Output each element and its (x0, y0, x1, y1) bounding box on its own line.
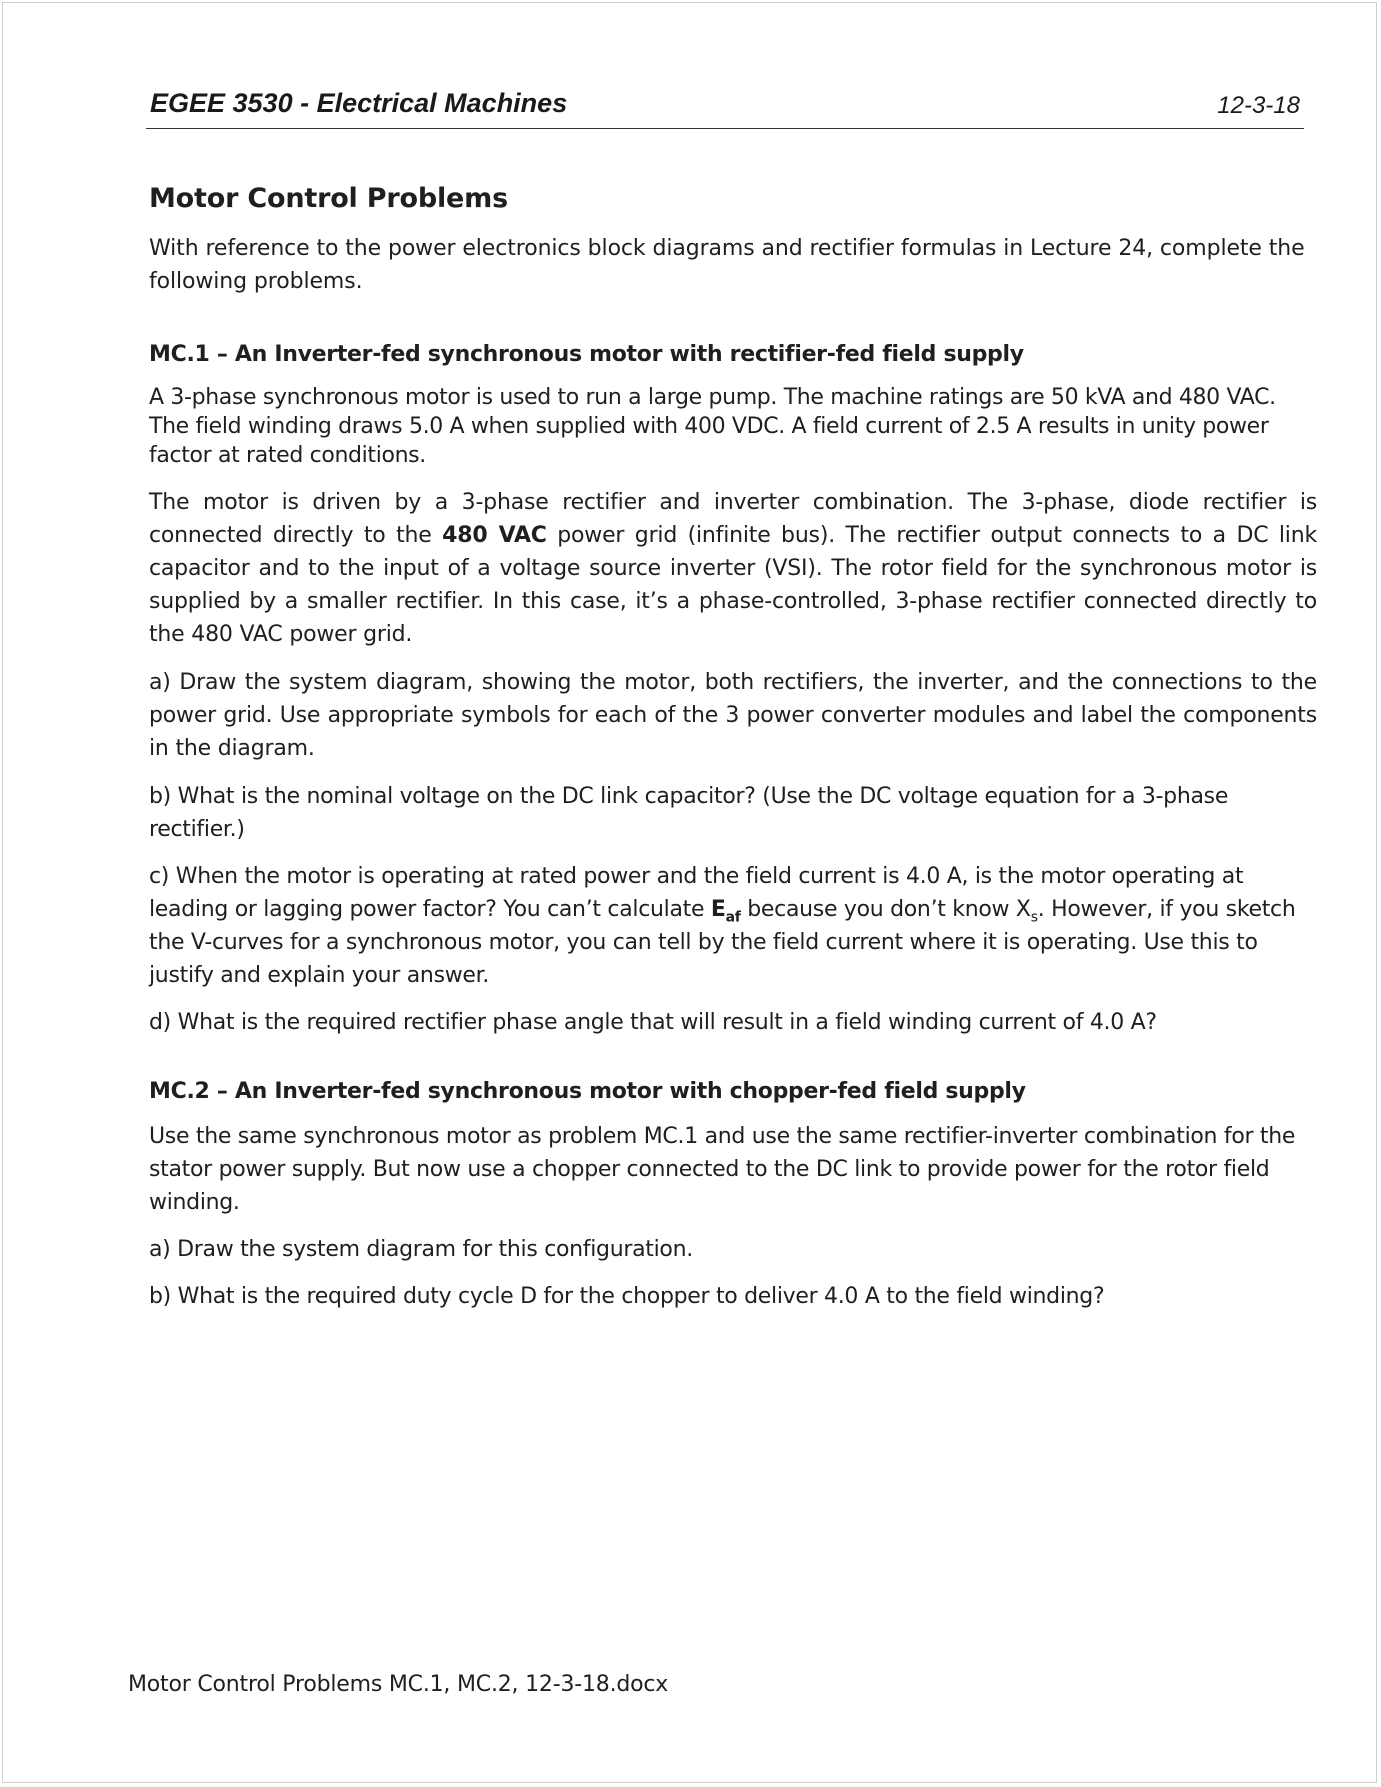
page-header (146, 86, 1304, 129)
mc1-ratings-paragraph: A 3-phase synchronous motor is used to run a large pump. The machine ratings are 50 kVA and 480 VAC. The field winding draws 5.0 A when supplied with 400 VDC. A field current of 2.5 A results in unity power factor at rated conditions. (149, 385, 1276, 468)
mc1-drive-text-1: The motor is driven by a 3-phase rectifier and inverter combination. The 3-phase, diode rectifier is connected directly to the (149, 490, 1317, 548)
mc2-question-b: b) What is the required duty cycle D for the chopper to deliver 4.0 A to the field winding? (149, 1284, 1105, 1309)
mc1-drive-text-2: power grid (infinite bus). The rectifier output connects to a DC link capacitor and to the input of a voltage source inverter (VSI). The rotor field for the synchronous motor is supplied by a smaller rectifier. In this case, it’s a phase-controlled, 3-phase rectifier connected directly to the 480 VAC power grid. (149, 523, 1317, 647)
intro-paragraph: With reference to the power electronics block diagrams and rectifier formulas in Lecture 24, complete the following problems. (149, 236, 1305, 294)
document-title: Motor Control Problems (149, 183, 508, 214)
mc1-qc-text-2: because you don’t know X (740, 897, 1031, 922)
mc1-question-b: b) What is the nominal voltage on the DC link capacitor? (Use the DC voltage equation for a 3-phase rectifier.) (149, 784, 1229, 842)
eaf-symbol (710, 897, 741, 926)
footer-filename: Motor Control Problems MC.1, MC.2, 12-3-18.docx (128, 1672, 669, 1697)
mc1-qc-text-1: c) When the motor is operating at rated power and the field current is 4.0 A, is the motor operating at leading or lagging power factor? You can’t calculate (149, 864, 1244, 922)
mc1-question-d: d) What is the required rectifier phase angle that will result in a field winding current of 4.0 A? (149, 1010, 1157, 1035)
mc1-qc-text-3: . However, if you sketch the V-curves for a synchronous motor, you can tell by the field current where it is operating. Use this to justify and explain your answer. (149, 897, 1296, 988)
mc2-question-a: a) Draw the system diagram for this configuration. (149, 1237, 693, 1262)
xs-subscript: s (1030, 909, 1038, 926)
mc1-grid-voltage: 480 VAC (442, 523, 547, 548)
mc1-question-c (149, 860, 1317, 992)
course-title: EGEE 3530 - Electrical Machines (150, 88, 568, 118)
mc1-drive-paragraph (149, 486, 1317, 651)
mc2-heading: MC.2 – An Inverter-fed synchronous motor with chopper-fed field supply (149, 1079, 1026, 1104)
eaf-subscript: af (725, 909, 741, 926)
document-body (149, 180, 1317, 1327)
mc2-paragraph: Use the same synchronous motor as problem MC.1 and use the same rectifier-inverter combination for the stator power supply. But now use a chopper connected to the DC link to provide power for the rotor field winding. (149, 1124, 1296, 1215)
mc1-heading: MC.1 – An Inverter-fed synchronous motor with rectifier-fed field supply (149, 342, 1024, 367)
eaf-main: E (710, 897, 726, 922)
mc1-question-a: a) Draw the system diagram, showing the motor, both rectifiers, the inverter, and the connections to the power grid. Use appropriate symbols for each of the 3 power converter modules and label the components in the diagram. (149, 670, 1317, 761)
header-date: 12-3-18 (1217, 92, 1300, 119)
